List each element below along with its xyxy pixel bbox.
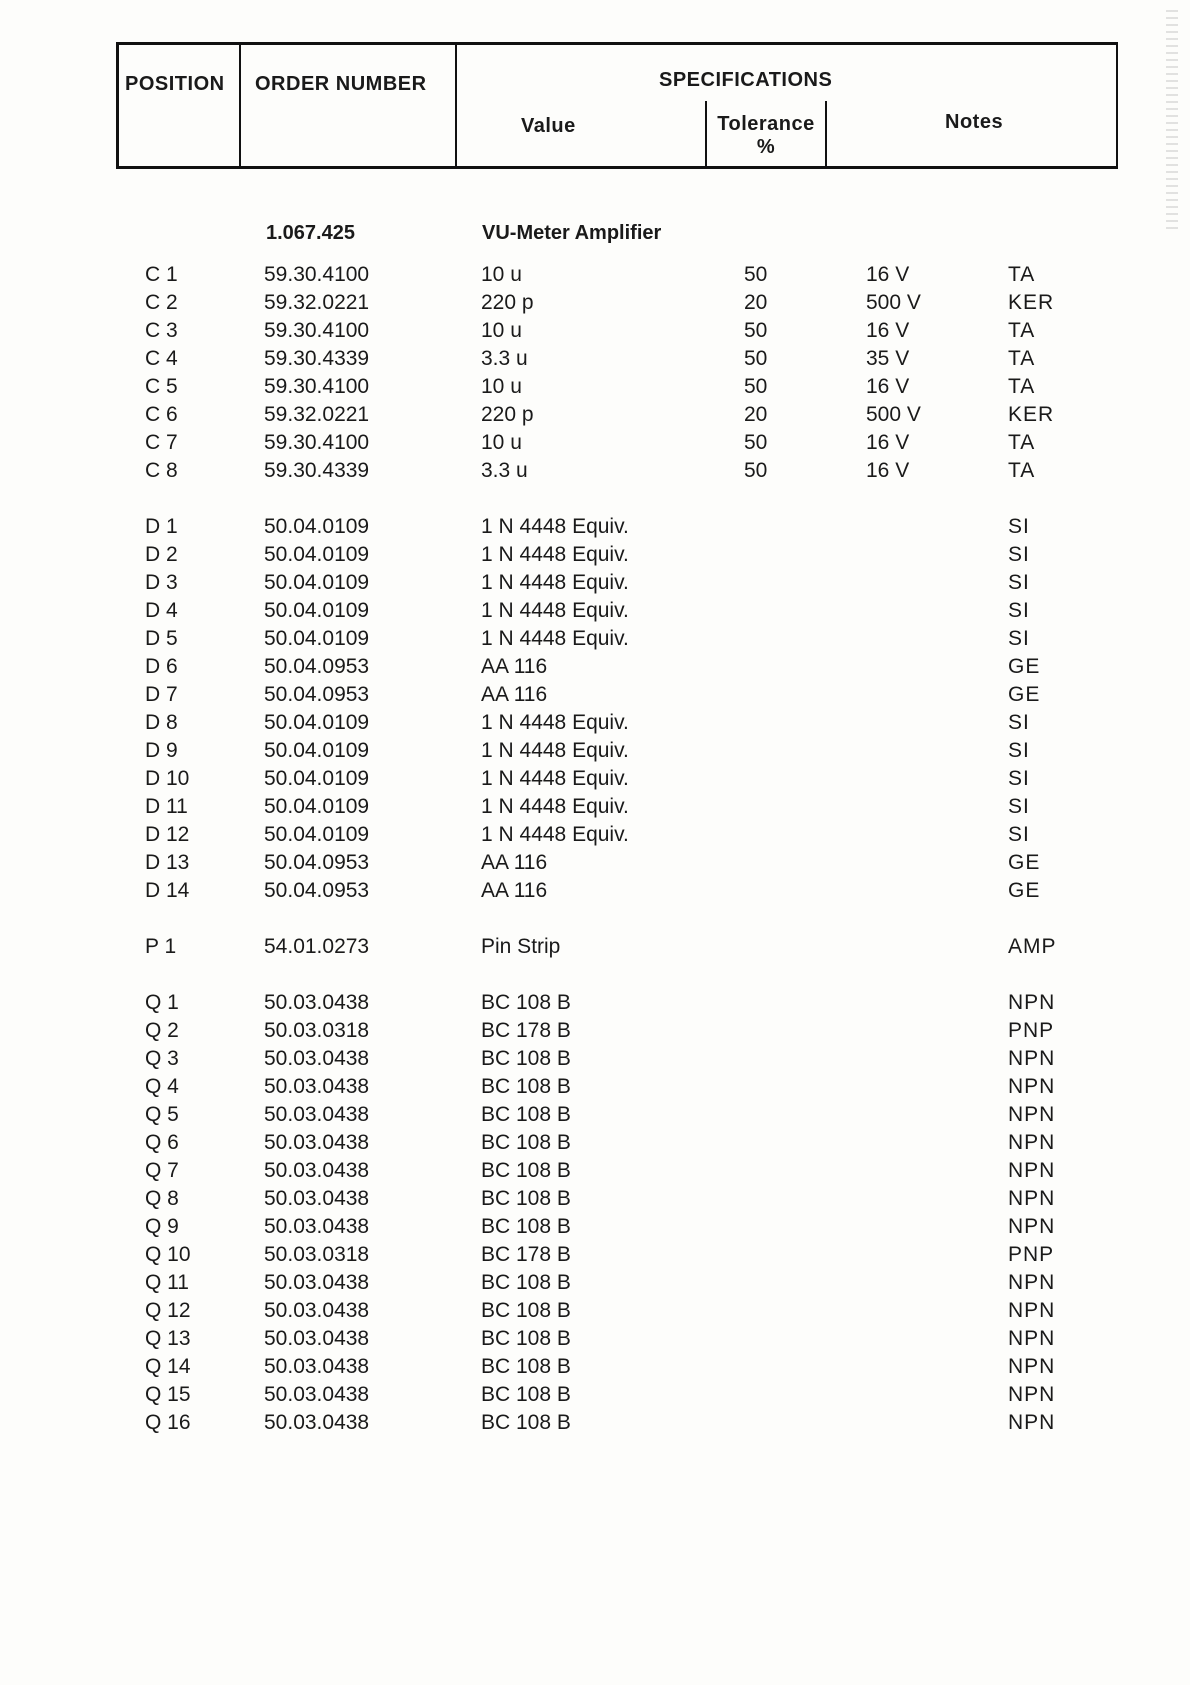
value-cell: 1 N 4448 Equiv.: [481, 823, 629, 846]
position-cell: C 1: [145, 263, 178, 286]
voltage-cell: 16 V: [866, 263, 910, 286]
type-note-cell: NPN: [1008, 1411, 1056, 1434]
value-cell: 10 u: [481, 375, 522, 398]
position-cell: D 8: [145, 711, 178, 734]
type-note-cell: NPN: [1008, 1187, 1056, 1210]
table-row: [0, 1159, 1190, 1187]
table-row: [0, 543, 1190, 571]
order-number-cell: 50.03.0438: [264, 1355, 370, 1378]
table-row: [0, 403, 1190, 431]
position-cell: Q 1: [145, 991, 179, 1014]
position-cell: C 2: [145, 291, 178, 314]
position-cell: C 8: [145, 459, 178, 482]
order-number-cell: 59.32.0221: [264, 291, 370, 314]
order-number-cell: 50.04.0953: [264, 655, 370, 678]
order-number-cell: 50.03.0438: [264, 1411, 370, 1434]
value-cell: AA 116: [481, 655, 548, 678]
value-cell: BC 178 B: [481, 1243, 571, 1266]
scan-edge-artifact: [1166, 10, 1178, 230]
type-note-cell: GE: [1008, 879, 1041, 902]
position-cell: D 9: [145, 739, 178, 762]
position-cell: D 2: [145, 543, 178, 566]
order-number-cell: 50.03.0438: [264, 1187, 370, 1210]
table-row: [0, 1047, 1190, 1075]
table-row: [0, 375, 1190, 403]
order-number-cell: 50.04.0953: [264, 683, 370, 706]
type-note-cell: SI: [1008, 823, 1030, 846]
order-number-cell: 50.04.0109: [264, 823, 370, 846]
table-row: [0, 1131, 1190, 1159]
table-row: [0, 1271, 1190, 1299]
position-cell: Q 14: [145, 1355, 191, 1378]
table-row: [0, 991, 1190, 1019]
value-cell: BC 108 B: [481, 1187, 571, 1210]
table-row: [0, 683, 1190, 711]
type-note-cell: SI: [1008, 711, 1030, 734]
table-row: [0, 291, 1190, 319]
type-note-cell: KER: [1008, 291, 1055, 314]
table-row: [0, 571, 1190, 599]
tolerance-cell: 50: [744, 347, 768, 370]
value-cell: BC 108 B: [481, 1271, 571, 1294]
type-note-cell: TA: [1008, 347, 1036, 370]
table-row: [0, 851, 1190, 879]
order-number-cell: 59.32.0221: [264, 403, 370, 426]
position-cell: Q 5: [145, 1103, 179, 1126]
order-number-cell: 50.04.0109: [264, 543, 370, 566]
value-cell: AA 116: [481, 683, 548, 706]
header-tolerance: [711, 113, 821, 159]
position-cell: Q 10: [145, 1243, 191, 1266]
table-row: [0, 767, 1190, 795]
position-cell: Q 11: [145, 1271, 189, 1294]
type-note-cell: NPN: [1008, 1299, 1056, 1322]
value-cell: 10 u: [481, 263, 522, 286]
type-note-cell: TA: [1008, 431, 1036, 454]
position-cell: Q 15: [145, 1383, 191, 1406]
value-cell: BC 108 B: [481, 1215, 571, 1238]
type-note-cell: GE: [1008, 683, 1041, 706]
type-note-cell: NPN: [1008, 1131, 1056, 1154]
value-cell: 1 N 4448 Equiv.: [481, 711, 629, 734]
voltage-cell: 16 V: [866, 459, 910, 482]
type-note-cell: NPN: [1008, 1355, 1056, 1378]
table-row: [0, 1075, 1190, 1103]
position-cell: Q 7: [145, 1159, 179, 1182]
table-row: [0, 1411, 1190, 1439]
order-number-cell: 50.03.0438: [264, 1383, 370, 1406]
tolerance-cell: 20: [744, 403, 768, 426]
order-number-cell: 50.03.0318: [264, 1243, 370, 1266]
position-cell: D 1: [145, 515, 178, 538]
order-number-cell: 50.04.0109: [264, 767, 370, 790]
position-cell: C 7: [145, 431, 178, 454]
value-cell: 220 p: [481, 291, 534, 314]
value-cell: BC 108 B: [481, 1355, 571, 1378]
type-note-cell: NPN: [1008, 1075, 1056, 1098]
header-order-number: ORDER NUMBER: [255, 73, 427, 95]
value-cell: BC 108 B: [481, 991, 571, 1014]
order-number-cell: 50.04.0953: [264, 851, 370, 874]
value-cell: 10 u: [481, 431, 522, 454]
order-number-cell: 50.03.0438: [264, 1271, 370, 1294]
value-cell: 1 N 4448 Equiv.: [481, 543, 629, 566]
value-cell: BC 108 B: [481, 1411, 571, 1434]
value-cell: BC 108 B: [481, 1299, 571, 1322]
position-cell: P 1: [145, 935, 177, 958]
position-cell: Q 4: [145, 1075, 179, 1098]
table-row: [0, 795, 1190, 823]
table-row: [0, 1327, 1190, 1355]
table-row: [0, 599, 1190, 627]
type-note-cell: PNP: [1008, 1243, 1055, 1266]
position-cell: Q 9: [145, 1215, 179, 1238]
position-cell: C 3: [145, 319, 178, 342]
tolerance-cell: 50: [744, 319, 768, 342]
position-cell: D 11: [145, 795, 188, 818]
order-number-cell: 50.03.0438: [264, 1131, 370, 1154]
order-number-cell: 50.03.0438: [264, 1299, 370, 1322]
voltage-cell: 35 V: [866, 347, 910, 370]
voltage-cell: 16 V: [866, 319, 910, 342]
table-row: [0, 655, 1190, 683]
order-number-cell: 50.04.0109: [264, 515, 370, 538]
type-note-cell: TA: [1008, 319, 1036, 342]
type-note-cell: NPN: [1008, 1215, 1056, 1238]
value-cell: BC 178 B: [481, 1019, 571, 1042]
table-header: [116, 42, 1118, 169]
header-notes: Notes: [945, 111, 1004, 133]
tolerance-cell: 50: [744, 431, 768, 454]
tolerance-cell: 50: [744, 263, 768, 286]
voltage-cell: 500 V: [866, 291, 921, 314]
order-number-cell: 59.30.4100: [264, 431, 370, 454]
type-note-cell: AMP: [1008, 935, 1057, 958]
position-cell: D 6: [145, 655, 178, 678]
type-note-cell: NPN: [1008, 1047, 1056, 1070]
header-tolerance-unit: %: [756, 136, 776, 158]
value-cell: 1 N 4448 Equiv.: [481, 795, 629, 818]
table-row: [0, 935, 1190, 963]
order-number-cell: 50.03.0438: [264, 1103, 370, 1126]
position-cell: C 5: [145, 375, 178, 398]
order-number-cell: 50.03.0438: [264, 991, 370, 1014]
value-cell: 220 p: [481, 403, 534, 426]
type-note-cell: NPN: [1008, 1327, 1056, 1350]
table-row: [0, 1103, 1190, 1131]
type-note-cell: SI: [1008, 739, 1030, 762]
header-value: Value: [521, 115, 576, 137]
table-row: [0, 1215, 1190, 1243]
header-divider: [705, 101, 707, 166]
header-divider: [455, 45, 457, 166]
order-number-cell: 50.03.0438: [264, 1215, 370, 1238]
order-number-cell: 50.03.0438: [264, 1159, 370, 1182]
header-specifications: SPECIFICATIONS: [659, 69, 833, 91]
section-title: VU-Meter Amplifier: [482, 222, 662, 244]
position-cell: D 10: [145, 767, 190, 790]
tolerance-cell: 50: [744, 375, 768, 398]
table-row: [0, 823, 1190, 851]
type-note-cell: SI: [1008, 599, 1030, 622]
order-number-cell: 59.30.4339: [264, 459, 370, 482]
value-cell: 1 N 4448 Equiv.: [481, 627, 629, 650]
type-note-cell: NPN: [1008, 1159, 1056, 1182]
position-cell: Q 6: [145, 1131, 179, 1154]
voltage-cell: 16 V: [866, 431, 910, 454]
value-cell: BC 108 B: [481, 1047, 571, 1070]
order-number-cell: 50.04.0109: [264, 627, 370, 650]
type-note-cell: GE: [1008, 655, 1041, 678]
value-cell: BC 108 B: [481, 1383, 571, 1406]
position-cell: Q 12: [145, 1299, 191, 1322]
table-row: [0, 319, 1190, 347]
order-number-cell: 50.03.0438: [264, 1047, 370, 1070]
table-row: [0, 879, 1190, 907]
type-note-cell: NPN: [1008, 1271, 1056, 1294]
order-number-cell: 54.01.0273: [264, 935, 370, 958]
position-cell: Q 3: [145, 1047, 179, 1070]
header-divider: [825, 101, 827, 166]
order-number-cell: 50.04.0109: [264, 711, 370, 734]
table-row: [0, 515, 1190, 543]
type-note-cell: SI: [1008, 515, 1030, 538]
position-cell: D 14: [145, 879, 190, 902]
value-cell: BC 108 B: [481, 1327, 571, 1350]
position-cell: Q 8: [145, 1187, 179, 1210]
type-note-cell: KER: [1008, 403, 1055, 426]
tolerance-cell: 20: [744, 291, 768, 314]
table-row: [0, 1243, 1190, 1271]
value-cell: BC 108 B: [481, 1075, 571, 1098]
value-cell: BC 108 B: [481, 1103, 571, 1126]
position-cell: D 12: [145, 823, 190, 846]
type-note-cell: SI: [1008, 571, 1030, 594]
table-row: [0, 627, 1190, 655]
table-row: [0, 1355, 1190, 1383]
tolerance-cell: 50: [744, 459, 768, 482]
order-number-cell: 59.30.4339: [264, 347, 370, 370]
table-row: [0, 347, 1190, 375]
position-cell: Q 16: [145, 1411, 191, 1434]
table-row: [0, 431, 1190, 459]
position-cell: D 7: [145, 683, 178, 706]
type-note-cell: SI: [1008, 767, 1030, 790]
type-note-cell: NPN: [1008, 991, 1056, 1014]
value-cell: 1 N 4448 Equiv.: [481, 739, 629, 762]
order-number-cell: 50.04.0109: [264, 795, 370, 818]
value-cell: 10 u: [481, 319, 522, 342]
type-note-cell: TA: [1008, 263, 1036, 286]
order-number-cell: 50.03.0438: [264, 1075, 370, 1098]
order-number-cell: 50.04.0109: [264, 599, 370, 622]
value-cell: 1 N 4448 Equiv.: [481, 571, 629, 594]
table-row: [0, 1383, 1190, 1411]
section-order-number: 1.067.425: [266, 222, 355, 244]
value-cell: 1 N 4448 Equiv.: [481, 515, 629, 538]
value-cell: BC 108 B: [481, 1131, 571, 1154]
value-cell: BC 108 B: [481, 1159, 571, 1182]
order-number-cell: 50.03.0438: [264, 1327, 370, 1350]
position-cell: D 4: [145, 599, 178, 622]
table-row: [0, 1019, 1190, 1047]
type-note-cell: SI: [1008, 795, 1030, 818]
order-number-cell: 59.30.4100: [264, 319, 370, 342]
position-cell: D 13: [145, 851, 190, 874]
order-number-cell: 50.04.0109: [264, 571, 370, 594]
order-number-cell: 59.30.4100: [264, 375, 370, 398]
order-number-cell: 59.30.4100: [264, 263, 370, 286]
type-note-cell: TA: [1008, 375, 1036, 398]
type-note-cell: SI: [1008, 627, 1030, 650]
position-cell: Q 13: [145, 1327, 191, 1350]
order-number-cell: 50.03.0318: [264, 1019, 370, 1042]
table-row: [0, 1187, 1190, 1215]
value-cell: AA 116: [481, 879, 548, 902]
table-row: [0, 459, 1190, 487]
value-cell: 3.3 u: [481, 347, 528, 370]
header-tolerance-label: Tolerance: [717, 113, 815, 135]
type-note-cell: NPN: [1008, 1103, 1056, 1126]
order-number-cell: 50.04.0953: [264, 879, 370, 902]
value-cell: 1 N 4448 Equiv.: [481, 599, 629, 622]
table-row: [0, 739, 1190, 767]
type-note-cell: TA: [1008, 459, 1036, 482]
position-cell: D 3: [145, 571, 178, 594]
order-number-cell: 50.04.0109: [264, 739, 370, 762]
value-cell: 3.3 u: [481, 459, 528, 482]
header-divider: [239, 45, 241, 166]
header-position: POSITION: [125, 73, 225, 95]
type-note-cell: NPN: [1008, 1383, 1056, 1406]
type-note-cell: SI: [1008, 543, 1030, 566]
table-row: [0, 263, 1190, 291]
position-cell: D 5: [145, 627, 178, 650]
voltage-cell: 16 V: [866, 375, 910, 398]
voltage-cell: 500 V: [866, 403, 921, 426]
type-note-cell: PNP: [1008, 1019, 1055, 1042]
table-row: [0, 711, 1190, 739]
position-cell: Q 2: [145, 1019, 179, 1042]
value-cell: 1 N 4448 Equiv.: [481, 767, 629, 790]
value-cell: Pin Strip: [481, 935, 561, 958]
value-cell: AA 116: [481, 851, 548, 874]
position-cell: C 6: [145, 403, 178, 426]
position-cell: C 4: [145, 347, 178, 370]
table-row: [0, 1299, 1190, 1327]
type-note-cell: GE: [1008, 851, 1041, 874]
